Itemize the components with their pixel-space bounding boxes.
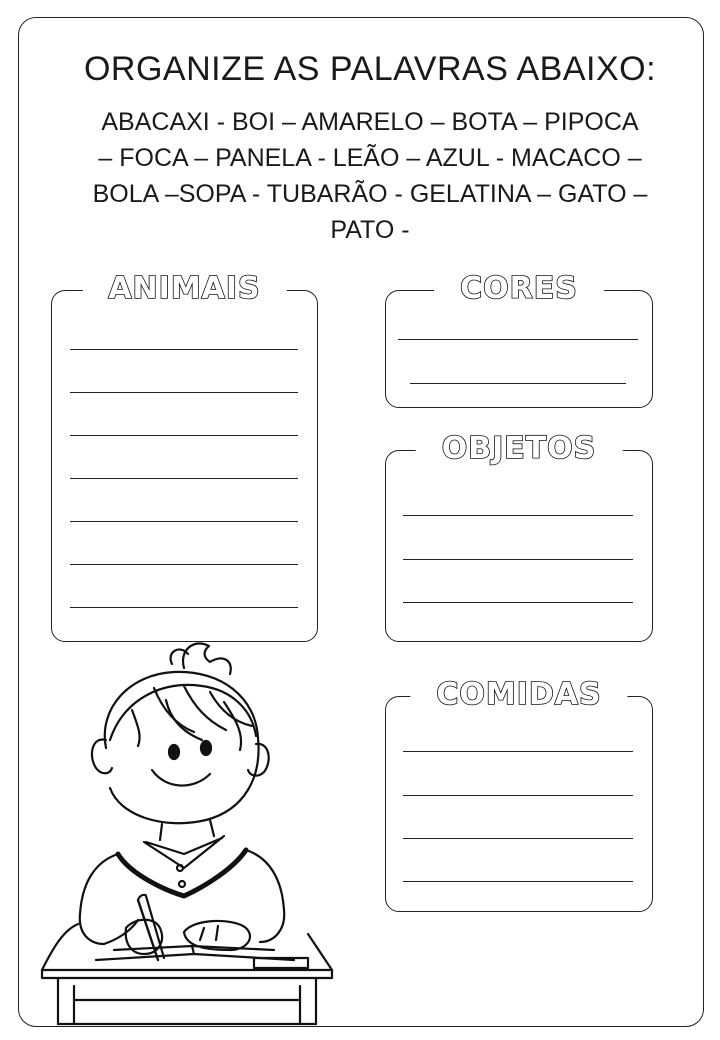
answer-line[interactable] (403, 515, 633, 516)
answer-line[interactable] (398, 339, 638, 340)
answer-line[interactable] (403, 559, 633, 560)
animais-heading: ANIMAIS (82, 271, 286, 306)
word-list-line: BOLA –SOPA - TUBARÃO - GELATINA – GATO – (92, 180, 648, 208)
animais-box (51, 271, 318, 642)
answer-line[interactable] (70, 435, 298, 436)
worksheet-title: ORGANIZE AS PALAVRAS ABAIXO: (83, 50, 657, 88)
answer-line[interactable] (403, 602, 633, 603)
answer-line[interactable] (403, 751, 633, 752)
answer-line[interactable] (70, 349, 298, 350)
comidas-heading: COMIDAS (410, 677, 627, 712)
objetos-box (385, 431, 653, 642)
cores-heading: CORES (434, 271, 604, 306)
cores-box (385, 271, 653, 408)
answer-line[interactable] (70, 564, 298, 565)
student-writing-at-desk-illustration (34, 628, 344, 1028)
word-list-line: PATO - (330, 216, 410, 244)
word-list (60, 104, 680, 248)
word-list-line: ABACAXI - BOI – AMARELO – BOTA – PIPOCA (101, 108, 639, 136)
answer-line[interactable] (403, 881, 633, 882)
answer-line[interactable] (70, 392, 298, 393)
answer-line[interactable] (70, 521, 298, 522)
word-list-line: – FOCA – PANELA - LEÃO – AZUL - MACACO – (98, 144, 642, 172)
answer-line[interactable] (403, 795, 633, 796)
comidas-box (385, 677, 653, 912)
answer-line[interactable] (403, 838, 633, 839)
answer-line[interactable] (70, 478, 298, 479)
objetos-heading: OBJETOS (416, 431, 623, 466)
answer-line[interactable] (70, 607, 298, 608)
answer-line[interactable] (410, 383, 626, 384)
